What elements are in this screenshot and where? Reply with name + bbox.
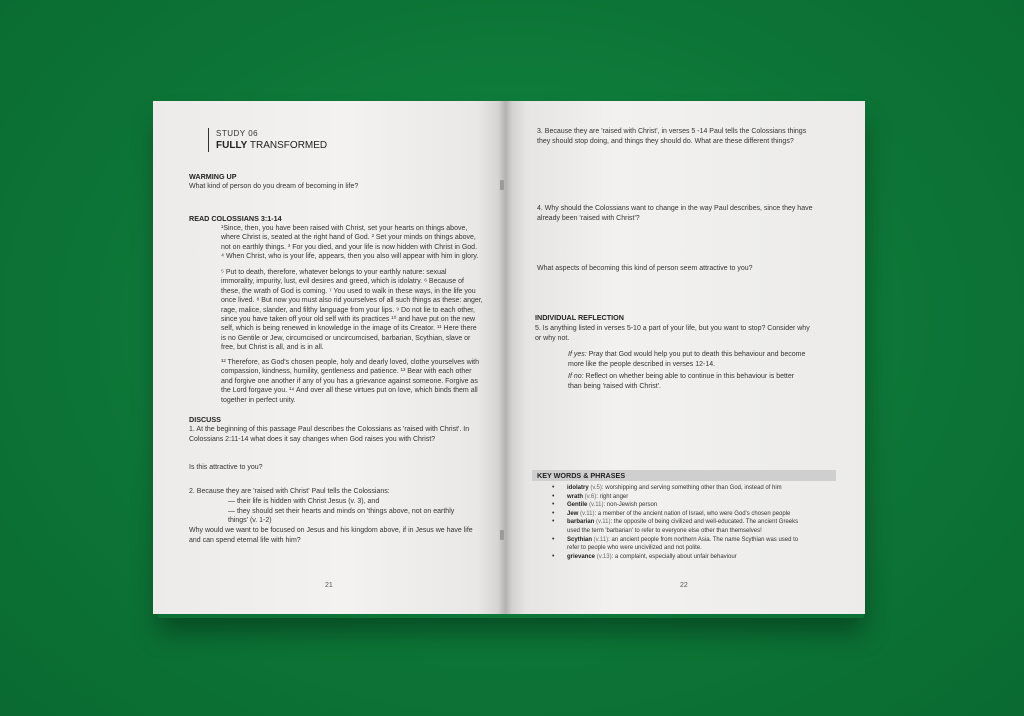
keyword-term: idolatry (567, 485, 589, 491)
staple-top (500, 180, 504, 190)
question-line: 3. Because they are 'raised with Christ', in verses 5 -14 Paul tells the Colossians things (537, 128, 807, 135)
keyword-definition: : non-Jewish person (603, 502, 658, 509)
warming-up-question: What kind of person do you dream of becoming in life? (189, 183, 359, 190)
question-line: they should stop doing, and things they should do. What are these different things? (537, 138, 794, 145)
reading-line: self, which is being renewed in knowledge in the image of its Creator. ¹¹ Here there (221, 325, 477, 333)
reading-line: ⁵ Put to death, therefore, whatever belongs to your earthly nature: sexual (221, 269, 447, 276)
if-yes-text-1: Pray that God would help you put to death this behaviour and become (586, 351, 806, 358)
keyword-item (567, 501, 657, 509)
reading-line: ⁴ When Christ, who is your life, appears, then you also will appear with him in glory. (221, 253, 479, 261)
if-no-text-1: Reflect on whether being able to continue in this behaviour is better (583, 373, 795, 380)
bullet-icon: • (552, 501, 555, 509)
page-number-left: 21 (325, 582, 333, 589)
reading-line: free, but Christ is all, and is in all. (221, 344, 324, 352)
bullet-icon: • (552, 492, 555, 500)
if-no-text-2: than being 'raised with Christ'. (568, 383, 661, 390)
discuss-question-1b: Is this attractive to you? (189, 464, 263, 471)
if-yes-label: If yes: (568, 351, 587, 358)
study-title-bold: FULLY (216, 140, 248, 151)
reading-line: is no Gentile or Jew, circumcised or uncircumcised, barbarian, Scythian, slave or (221, 334, 471, 342)
reading-line: ¹Since, then, you have been raised with Christ, set your hearts on things above, (221, 225, 468, 232)
discuss-item: things' (v. 1-2) (228, 517, 272, 525)
bullet-icon: • (552, 509, 555, 517)
reading-line: immorality, impurity, lust, evil desires and greed, which is idolatry. ⁶ Because of (221, 278, 464, 286)
keyword-ref: (v.11) (587, 502, 604, 509)
bullet-icon: • (552, 484, 555, 491)
reading-line: rage, malice, slander, and filthy language from your lips. ⁹ Do not lie to each other, (221, 306, 475, 314)
discuss-question-2: 2. Because they are 'raised with Christ' Paul tells the Colossians: (189, 488, 390, 495)
keyword-item (567, 510, 790, 518)
reading-line: where Christ is, seated at the right hand of God. ² Set your minds on things above, (221, 234, 476, 242)
study-title (216, 140, 327, 151)
discuss-item: — they should set their hearts and minds on 'things above, not on earthly (228, 507, 455, 515)
bullet-icon: • (552, 535, 555, 543)
question-line: or why not. (535, 335, 570, 342)
question-line: 5. Is anything listed in verses 5-10 a part of your life, but you want to stop? Consider why (535, 325, 810, 332)
keyword-term: barbarian (567, 519, 595, 526)
keywords-heading: KEY WORDS & PHRASES (537, 471, 626, 480)
if-no-label: If no: (568, 373, 584, 380)
keyword-definition: : a complaint, especially about unfair behaviour (611, 553, 737, 560)
discuss-line: Why would we want to be focused on Jesus and his kingdom above, if in Jesus we have life (189, 527, 473, 534)
keyword-definition-cont: refer to people who were uncivilized and not polite. (567, 545, 702, 552)
staple-bottom (500, 530, 504, 540)
keyword-definition: : right anger (596, 493, 629, 500)
page-number-right: 22 (680, 582, 688, 589)
reflection-heading: INDIVIDUAL REFLECTION (535, 313, 624, 322)
reading-line: compassion, kindness, humility, gentleness and patience. ¹³ Bear with each other (221, 368, 472, 376)
keyword-definition: : worshipping and serving something other than God, instead of him (601, 485, 782, 491)
reading-line: once lived. ⁸ But now you must also rid yourselves of all such things as these: anger, (221, 297, 483, 305)
study-title-rest: TRANSFORMED (247, 140, 328, 151)
keyword-term: Gentile (567, 502, 588, 509)
keyword-item (567, 518, 798, 526)
keyword-ref: (v.6) (583, 493, 597, 500)
if-yes-line-1 (568, 350, 805, 359)
keyword-ref: (v.11) (592, 536, 609, 543)
keyword-term: Scythian (567, 536, 593, 543)
reading-line: since you have taken off your old self with its practices ¹⁰ and have put on the new (221, 316, 476, 323)
title-rule (208, 128, 209, 152)
if-no-line-1 (568, 372, 794, 381)
reading-line: and forgive one another if any of you has a grievance against someone. Forgive as (221, 377, 478, 385)
keyword-term: grievance (567, 553, 596, 560)
keyword-definition-cont: used the term 'barbarian' to refer to everyone else other than themselves! (567, 528, 762, 534)
keyword-definition: : the opposite of being civilized and well-educated. The ancient Greeks (610, 519, 799, 526)
bullet-icon: • (552, 552, 555, 560)
reading-line: together in perfect unity. (221, 396, 296, 404)
bullet-icon: • (552, 518, 555, 526)
discuss-item: — their life is hidden with Christ Jesus (v. 3), and (228, 498, 380, 505)
reading-line: these, the wrath of God is coming. ⁷ You used to walk in these ways, in the life you (221, 287, 476, 295)
question-4b: What aspects of becoming this kind of person seem attractive to you? (537, 265, 753, 272)
reading-heading: READ COLOSSIANS 3:1-14 (189, 214, 282, 223)
discuss-line: 1. At the beginning of this passage Paul describes the Colossians as 'raised with Christ'. In (189, 426, 470, 433)
keyword-term: Jew (567, 510, 579, 517)
keyword-item (567, 553, 737, 561)
question-line: 4. Why should the Colossians want to change in the way Paul describes, since they have (537, 205, 813, 212)
keyword-item (567, 493, 628, 501)
keyword-definition: : a member of the ancient nation of Israel, who were God's chosen people (594, 510, 791, 517)
keyword-item (567, 536, 798, 544)
keyword-definition: : an ancient people from northern Asia. The name Scythian was used to (608, 536, 799, 543)
if-yes-text-2: more like the people described in verses 12-14. (568, 361, 716, 368)
keyword-item (567, 484, 782, 492)
keyword-ref: (v.11) (578, 510, 595, 517)
discuss-heading: DISCUSS (189, 415, 221, 424)
warming-up-heading: WARMING UP (189, 172, 237, 181)
study-label: STUDY 06 (216, 129, 259, 138)
keyword-ref: (v.13) (595, 553, 612, 560)
reading-line: the Lord forgave you. ¹⁴ And over all these virtues put on love, which binds them all (221, 387, 478, 395)
reading-line: ¹² Therefore, as God's chosen people, holy and dearly loved, clothe yourselves with (221, 359, 480, 366)
keyword-term: wrath (567, 493, 584, 500)
question-line: already been 'raised with Christ'? (537, 215, 640, 222)
discuss-line: and can spend eternal life with him? (189, 536, 301, 544)
discuss-line: Colossians 2:11-14 what does it say changes when God raises you with Christ? (189, 435, 436, 443)
keyword-ref: (v.11) (594, 519, 611, 526)
reading-line: not on earthly things. ³ For you died, and your life is now hidden with Christ in God. (221, 243, 478, 251)
keyword-ref: (v.5) (588, 485, 602, 491)
